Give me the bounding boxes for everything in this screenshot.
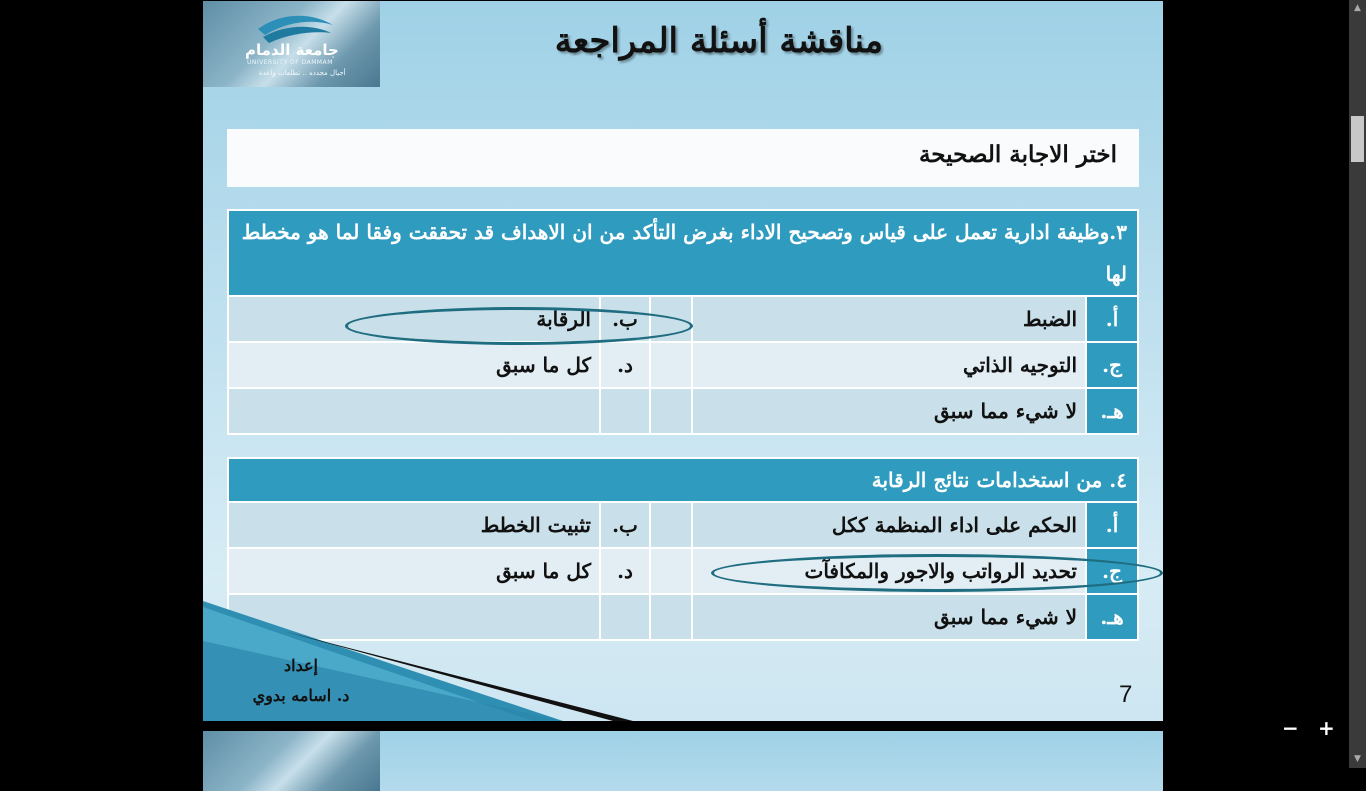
option-letter: ج.	[1086, 342, 1138, 388]
author-prepared-by: إعداد	[284, 656, 318, 675]
option-answer[interactable]: لا شيء مما سبق	[692, 388, 1086, 434]
table-row	[228, 502, 1138, 548]
question-4-text: ٤. من استخدامات نتائج الرقابة	[228, 458, 1138, 502]
option-answer[interactable]: لا شيء مما سبق	[692, 594, 1086, 640]
next-slide-preview	[203, 731, 1163, 791]
option-answer[interactable]: كل ما سبق	[228, 548, 600, 594]
empty-cell	[650, 548, 692, 594]
option-answer[interactable]: الرقابة	[228, 296, 600, 342]
university-logo	[203, 731, 380, 791]
option-letter: د.	[600, 342, 650, 388]
author-block	[241, 651, 361, 711]
correct-answer-circle	[345, 307, 693, 345]
zoom-in-button[interactable]: +	[1318, 716, 1335, 740]
option-letter: ج.	[1086, 548, 1138, 594]
option-letter: أ.	[1086, 502, 1138, 548]
option-answer[interactable]: الضبط	[692, 296, 1086, 342]
option-answer[interactable]: تثبيت الخطط	[228, 502, 600, 548]
option-answer[interactable]: الحكم على اداء المنظمة ككل	[692, 502, 1086, 548]
scrollbar-thumb[interactable]	[1351, 116, 1364, 162]
author-name: د. اسامه بدوي	[252, 686, 350, 705]
page-number: 7	[1119, 681, 1133, 708]
option-letter: د.	[600, 548, 650, 594]
instruction-text: اختر الاجابة الصحيحة	[918, 141, 1117, 168]
option-letter: هـ.	[1086, 594, 1138, 640]
university-logo	[203, 1, 380, 87]
empty-cell	[650, 342, 692, 388]
empty-cell	[650, 502, 692, 548]
empty-cell	[228, 388, 600, 434]
table-row	[228, 388, 1138, 434]
scroll-up-icon[interactable]: ▲	[1354, 3, 1361, 13]
option-answer[interactable]: التوجيه الذاتي	[692, 342, 1086, 388]
option-letter: هـ.	[1086, 388, 1138, 434]
logo-english-name: UNIVERSITY OF DAMMAM	[247, 59, 333, 66]
empty-cell	[600, 388, 650, 434]
option-letter: أ.	[1086, 296, 1138, 342]
option-letter: ب.	[600, 502, 650, 548]
vertical-scrollbar[interactable]	[1349, 0, 1366, 768]
option-answer[interactable]: تحديد الرواتب والاجور والمكافآت	[692, 548, 1086, 594]
option-letter: ب.	[600, 296, 650, 342]
correct-answer-circle	[711, 554, 1163, 592]
question-3-text: ٣.وظيفة ادارية تعمل على قياس وتصحيح الاداء بغرض التأكد من ان الاهداف قد تحققت وفقا لما هو مخطط لها	[228, 210, 1138, 296]
instruction-box	[227, 129, 1139, 187]
slide-title: مناقشة أسئلة المراجعة	[554, 21, 883, 61]
zoom-out-button[interactable]: −	[1282, 716, 1299, 740]
empty-cell	[650, 388, 692, 434]
logo-arabic-name: جامعة الدمام	[245, 41, 339, 59]
option-answer[interactable]: كل ما سبق	[228, 342, 600, 388]
scroll-down-icon[interactable]: ▼	[1354, 754, 1361, 764]
table-row	[228, 342, 1138, 388]
slide	[203, 1, 1163, 721]
logo-tagline: أجيال مجدده .. تطلعات واعدة	[259, 69, 346, 77]
